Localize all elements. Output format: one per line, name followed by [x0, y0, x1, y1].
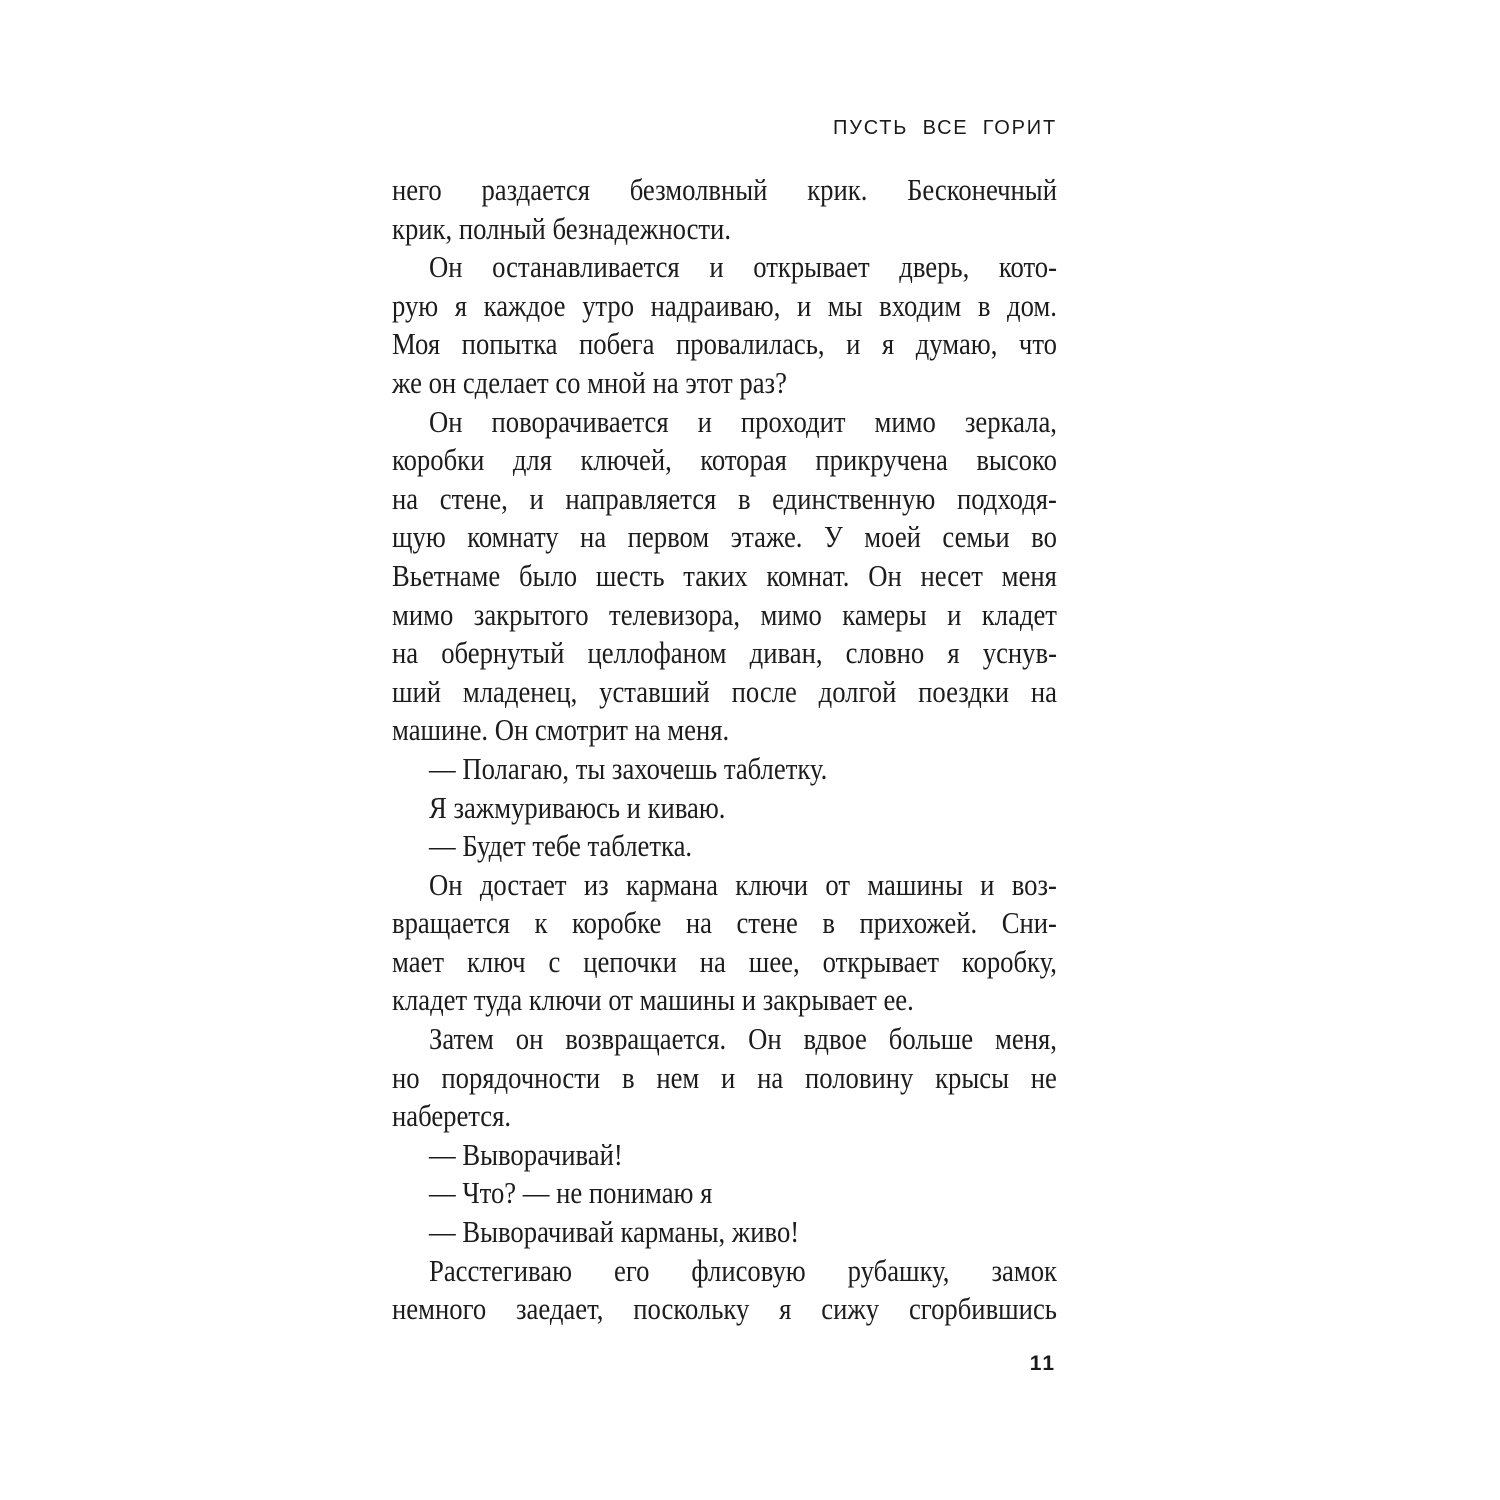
text-line-content: наберется. — [392, 1098, 512, 1134]
text-line-content: крик, полный безнадежности. — [392, 210, 732, 246]
text-line — [392, 827, 1057, 866]
text-line — [392, 750, 1057, 789]
text-line-content: щую комнату на первом этаже. У моей семьи во — [392, 519, 1057, 555]
text-line — [392, 441, 1057, 480]
text-line-content: но порядочности в нем и на половину крысы не — [392, 1059, 1057, 1095]
text-line-content: — Полагаю, ты захочешь таблетку. — [429, 750, 828, 786]
text-line-content: на стене, и направляется в единственную подходя- — [392, 480, 1057, 516]
text-line-content: — Что? — не понимаю я — [429, 1175, 713, 1211]
text-line-content: него раздается безмолвный крик. Бесконечный — [392, 172, 1057, 207]
text-line — [392, 557, 1057, 596]
text-line — [392, 210, 1057, 249]
text-line-content: — Будет тебе таблетка. — [429, 828, 693, 864]
text-line-content: немного заедает, поскольку я сижу сгорбившись — [392, 1291, 1057, 1327]
text-line — [392, 904, 1057, 943]
text-line — [392, 866, 1057, 905]
text-line-content: вращается к коробке на стене в прихожей. Сни- — [392, 905, 1057, 941]
text-line — [392, 171, 1057, 210]
text-line — [392, 1213, 1057, 1252]
text-line-content: Я зажмуриваюсь и киваю. — [429, 789, 726, 825]
text-line — [392, 981, 1057, 1020]
text-line-content: мимо закрытого телевизора, мимо камеры и кладет — [392, 596, 1057, 632]
text-line — [392, 1174, 1057, 1213]
text-line — [392, 480, 1057, 519]
text-line — [392, 634, 1057, 673]
text-line-content: на обернутый целлофаном диван, словно я уснув- — [392, 635, 1057, 671]
running-head-title: ПУСТЬ ВСЕ ГОРИТ — [833, 117, 1057, 139]
text-line-content: машине. Он смотрит на меня. — [392, 712, 730, 748]
text-line-content: ший младенец, уставший после долгой поездки на — [392, 673, 1057, 709]
text-line — [392, 287, 1057, 326]
text-line-content: Он достает из кармана ключи от машины и воз- — [429, 866, 1057, 902]
text-line-content: Расстегиваю его флисовую рубашку, замок — [429, 1252, 1057, 1288]
text-line — [392, 325, 1057, 364]
text-line — [392, 1020, 1057, 1059]
text-line-content: Затем он возвращается. Он вдвое больше меня, — [429, 1021, 1057, 1057]
text-line — [392, 1252, 1057, 1291]
text-line — [392, 364, 1057, 403]
text-line — [392, 789, 1057, 828]
text-line-content: кладет туда ключи от машины и закрывает ее. — [392, 982, 914, 1018]
text-line — [392, 248, 1057, 287]
text-line — [392, 673, 1057, 712]
body-text — [392, 171, 1057, 1329]
text-line-content: же он сделает со мной на этот раз? — [392, 364, 787, 400]
text-line-content: Он останавливается и открывает дверь, кото- — [429, 249, 1057, 285]
text-line-content: мает ключ с цепочки на шее, открывает коробку, — [392, 943, 1057, 979]
text-line-content: Моя попытка побега провалилась, и я думаю, что — [392, 326, 1057, 362]
text-line — [392, 943, 1057, 982]
text-line — [392, 1059, 1057, 1098]
page-number: 11 — [1029, 1352, 1056, 1375]
text-line-content: — Выворачивай карманы, живо! — [429, 1214, 800, 1250]
text-line — [392, 1136, 1057, 1175]
text-line-content: Вьетнаме было шесть таких комнат. Он несет меня — [392, 557, 1057, 593]
text-line-content: рую я каждое утро надраиваю, и мы входим в дом. — [392, 287, 1057, 323]
text-line — [392, 1290, 1057, 1329]
text-line-content: — Выворачивай! — [429, 1136, 623, 1172]
text-line — [392, 403, 1057, 442]
text-line — [392, 596, 1057, 635]
text-line-content: коробки для ключей, которая прикручена высоко — [392, 442, 1057, 478]
text-line — [392, 711, 1057, 750]
text-line — [392, 518, 1057, 557]
text-line — [392, 1097, 1057, 1136]
text-line-content: Он поворачивается и проходит мимо зеркала, — [429, 403, 1057, 439]
